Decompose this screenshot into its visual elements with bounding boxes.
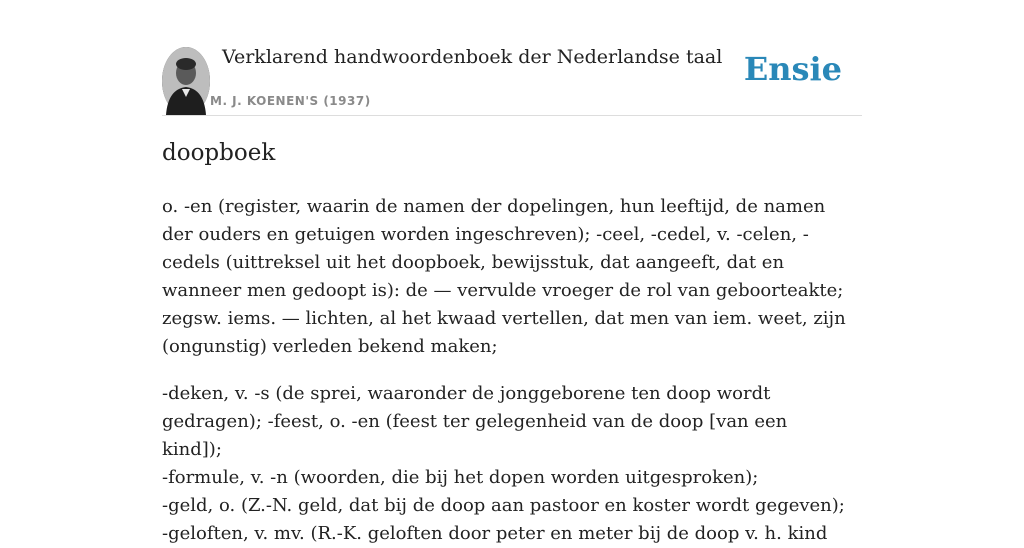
author-portrait-icon bbox=[162, 47, 210, 115]
site-header bbox=[162, 40, 862, 116]
definition-line: -deken, v. -s (de sprei, waaronder de jonggeborene ten doop wordt gedragen); -feest, o. -en (feest ter gelegenheid van de doop [van een kind]); bbox=[162, 383, 788, 460]
ensie-logo-link[interactable]: Ensie bbox=[743, 50, 842, 88]
entry-definition bbox=[162, 193, 852, 548]
entry-headword: doopboek bbox=[162, 140, 276, 166]
definition-line: -formule, v. -n (woorden, die bij het dopen worden uitgesproken); bbox=[162, 467, 759, 488]
book-title: Verklarend handwoordenboek der Nederlandse taal bbox=[222, 46, 723, 68]
definition-line: -geld, o. (Z.-N. geld, dat bij de doop aan pastoor en koster wordt gegeven); -geloften, v. mv. (R.-K. geloften door peter en meter bij de doop v. h. kind bbox=[162, 495, 845, 544]
definition-lines bbox=[162, 380, 852, 548]
author-label: M. J. KOENEN'S (1937) bbox=[210, 94, 371, 108]
definition-paragraph: o. -en (register, waarin de namen der dopelingen, hun leeftijd, de namen der ouders en getuigen worden ingeschreven); -ceel, -cedel, v. -celen, -cedels (uittreksel uit het doopboek, bewijsstuk, dat aangeeft, dat en wanneer men gedoopt is): de — vervulde vroeger de rol van geboorteakte; zegsw. iems. — lichten, al het kwaad vertellen, dat men van iem. weet, zijn (ongunstig) verleden bekend maken; bbox=[162, 196, 846, 357]
